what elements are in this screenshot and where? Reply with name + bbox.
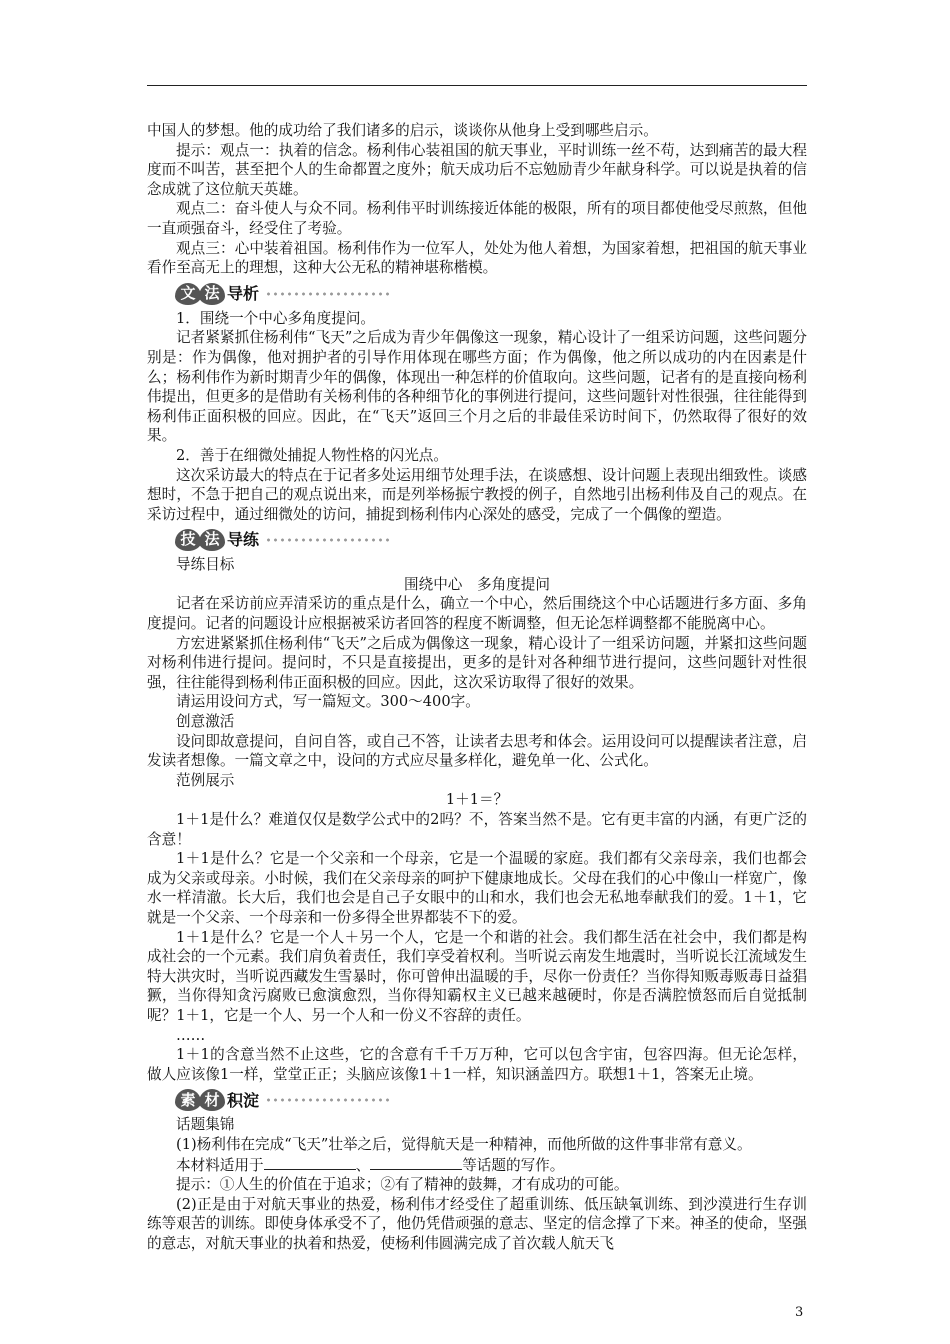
paragraph: 设问即故意提问，自问自答，或自己不答，让读者去思考和体会。运用设问可以提醒读者注意，启发读者想像。一篇文章之中，设问的方式应尽量多样化，避免单一化、公式化。 [147, 732, 807, 770]
section-badge: 法 [199, 529, 225, 551]
dotted-divider [265, 1096, 389, 1104]
section-title: 导练 [227, 530, 260, 550]
answer-blank[interactable] [370, 1155, 462, 1170]
essay-title: 1＋1＝？ [445, 791, 509, 809]
section-badge: 材 [199, 1089, 225, 1111]
fill-suffix: 等话题的写作。 [462, 1156, 565, 1174]
section-badge: 法 [199, 283, 225, 305]
fill-prefix: 本材料适用于 [176, 1156, 264, 1174]
subsection-label: 范例展示 [176, 771, 235, 789]
paragraph: (1)杨利伟在完成“飞天”壮举之后，觉得航天是一种精神，而他所做的这件事非常有意义。 [176, 1135, 752, 1153]
header-rule [147, 85, 807, 86]
section-title: 导析 [227, 283, 260, 303]
paragraph: 1＋1是什么？它是一个父亲和一个母亲，它是一个温暖的家庭。我们都有父亲母亲，我们也都会成为父亲或母亲。小时候，我们在父亲母亲的呵护下健康地成长。父母在我们的心中像山一样宽广，像水一样清澈。长大后，我们也会是自己子女眼中的山和水，我们也会无私地奉献我们的爱。1＋1，它就是一个父亲、一个母亲和一份多得全世界都装不下的爱。 [147, 850, 807, 926]
answer-blank[interactable] [264, 1155, 356, 1170]
section-title: 积淀 [227, 1090, 260, 1110]
page-body [147, 121, 807, 1253]
section-badge: 素 [175, 1089, 201, 1111]
paragraph: 观点二：奋斗使人与众不同。杨利伟平时训练接近体能的极限，所有的项目都使他受尽煎熬，但他一直顽强奋斗，经受住了考验。 [147, 200, 807, 237]
paragraph: 中国人的梦想。他的成功给了我们诸多的启示，谈谈你从他身上受到哪些启示。 [147, 122, 658, 139]
section-badge: 文 [175, 283, 201, 305]
section-heading-jifa [175, 527, 807, 553]
paragraph: 方宏进紧紧抓住杨利伟“飞天”之后成为偶像这一现象，精心设计了一组采访问题，并紧扣这些问题对杨利伟进行提问。提问时，不只是直接提出，更多的是针对各种细节进行提问，这些问题针对性很强，往往能得到杨利伟正面积极的回应。因此，这次采访取得了很好的效果。 [147, 634, 807, 691]
fill-separator: 、 [355, 1156, 371, 1174]
dotted-divider [265, 536, 389, 544]
paragraph: 请运用设问方式，写一篇短文。300～400字。 [176, 693, 480, 711]
hint: 提示：①人生的价值在于追求；②有了精神的鼓舞，才有成功的可能。 [176, 1176, 629, 1194]
paragraph: 1＋1是什么？它是一个人＋另一个人，它是一个和谐的社会。我们都生活在社会中，我们都是构成社会的一个元素。我们肩负着责任，我们享受着权利。当听说云南发生地震时，当听说长江流域发生特大洪灾时，当听说西藏发生雪暴时，你可曾伸出温暖的手，尽你一份责任？当你得知贩毒贩毒日益猖獗，当你得知贪污腐败已愈演愈烈，当你得知霸权主义已越来越硬时，你是否满腔愤怒而后自觉抵制呢？1＋1，它是一个人、另一个人和一份义不容辞的责任。 [147, 928, 807, 1024]
subsection-label: 导练目标 [176, 556, 235, 574]
paragraph: 这次采访最大的特点在于记者多处运用细节处理手法，在谈感想、设计问题上表现出细致性。谈感想时，不急于把自己的观点说出来，而是列举杨振宁教授的例子，自然地引出杨利伟及自己的观点。在采访过程中，通过细微处的访问，捕捉到杨利伟内心深处的感受，完成了一个偶像的塑造。 [147, 466, 807, 523]
subsection-label: 创意激活 [176, 713, 235, 731]
paragraph: 提示：观点一：执着的信念。杨利伟心装祖国的航天事业，平时训练一丝不苟，达到痛苦的最大程度而不叫苦，甚至把个人的生命都置之度外；航天成功后不忘勉励青少年献身科学。可以说是执着的信念成就了这位航天英雄。 [147, 141, 807, 198]
paragraph: 1．围绕一个中心多角度提问。 [176, 309, 376, 327]
paragraph: 记者在采访前应弄清采访的重点是什么，确立一个中心，然后围绕这个中心话题进行多方面、多角度提问。记者的问题设计应根据被采访者回答的程度不断调整，但无论怎样调整都不能脱离中心。 [147, 595, 807, 633]
paragraph: 1＋1是什么？难道仅仅是数学公式中的2吗？不，答案当然不是。它有更丰富的内涵，有更广泛的含意！ [147, 811, 807, 848]
ellipsis: …… [176, 1026, 206, 1044]
section-badge: 技 [175, 529, 201, 551]
paragraph: 记者紧紧抓住杨利伟“飞天”之后成为青少年偶像这一现象，精心设计了一组采访问题，这些问题分别是：作为偶像，他对拥护者的引导作用体现在哪些方面；作为偶像，他之所以成功的内在因素是什么；杨利伟作为新时期青少年的偶像，体现出一种怎样的价值取向。这些问题，记者有的是直接向杨利伟提出，但更多的是借助有关杨利伟的各种细节化的事例进行提问，这些问题针对性很强，往往能得到杨利伟正面积极的回应。因此，在“飞天”返回三个月之后的非最佳采访时间下，仍然取得了很好的效果。 [147, 329, 807, 445]
page-number: 3 [795, 1305, 804, 1320]
paragraph: 观点三：心中装着祖国。杨利伟作为一位军人，处处为他人着想，为国家着想，把祖国的航天事业看作至高无上的理想，这种大公无私的精神堪称楷模。 [147, 239, 807, 277]
paragraph: 2．善于在细微处捕捉人物性格的闪光点。 [176, 446, 448, 464]
dotted-divider [265, 290, 389, 298]
fill-in-line [147, 1155, 807, 1176]
section-heading-wenfa [175, 281, 807, 307]
subsection-title: 围绕中心 多角度提问 [404, 575, 550, 593]
paragraph: (2)正是由于对航天事业的热爱，杨利伟才经受住了超重训练、低压缺氧训练、到沙漠进行生存训练等艰苦的训练。即使身体承受不了，他仍凭借顽强的意志、坚定的信念撑了下来。神圣的使命，坚强的意志，对航天事业的执着和热爱，使杨利伟圆满完成了首次载人航天飞 [147, 1195, 807, 1252]
section-heading-sucai [175, 1087, 807, 1113]
paragraph: 1＋1的含意当然不止这些，它的含意有千千万万种，它可以包含宇宙，包容四海。但无论怎样，做人应该像1一样，堂堂正正；头脑应该像1＋1一样，知识涵盖四方。联想1＋1，答案无止境。 [147, 1046, 807, 1083]
subsection-label: 话题集锦 [176, 1116, 235, 1134]
